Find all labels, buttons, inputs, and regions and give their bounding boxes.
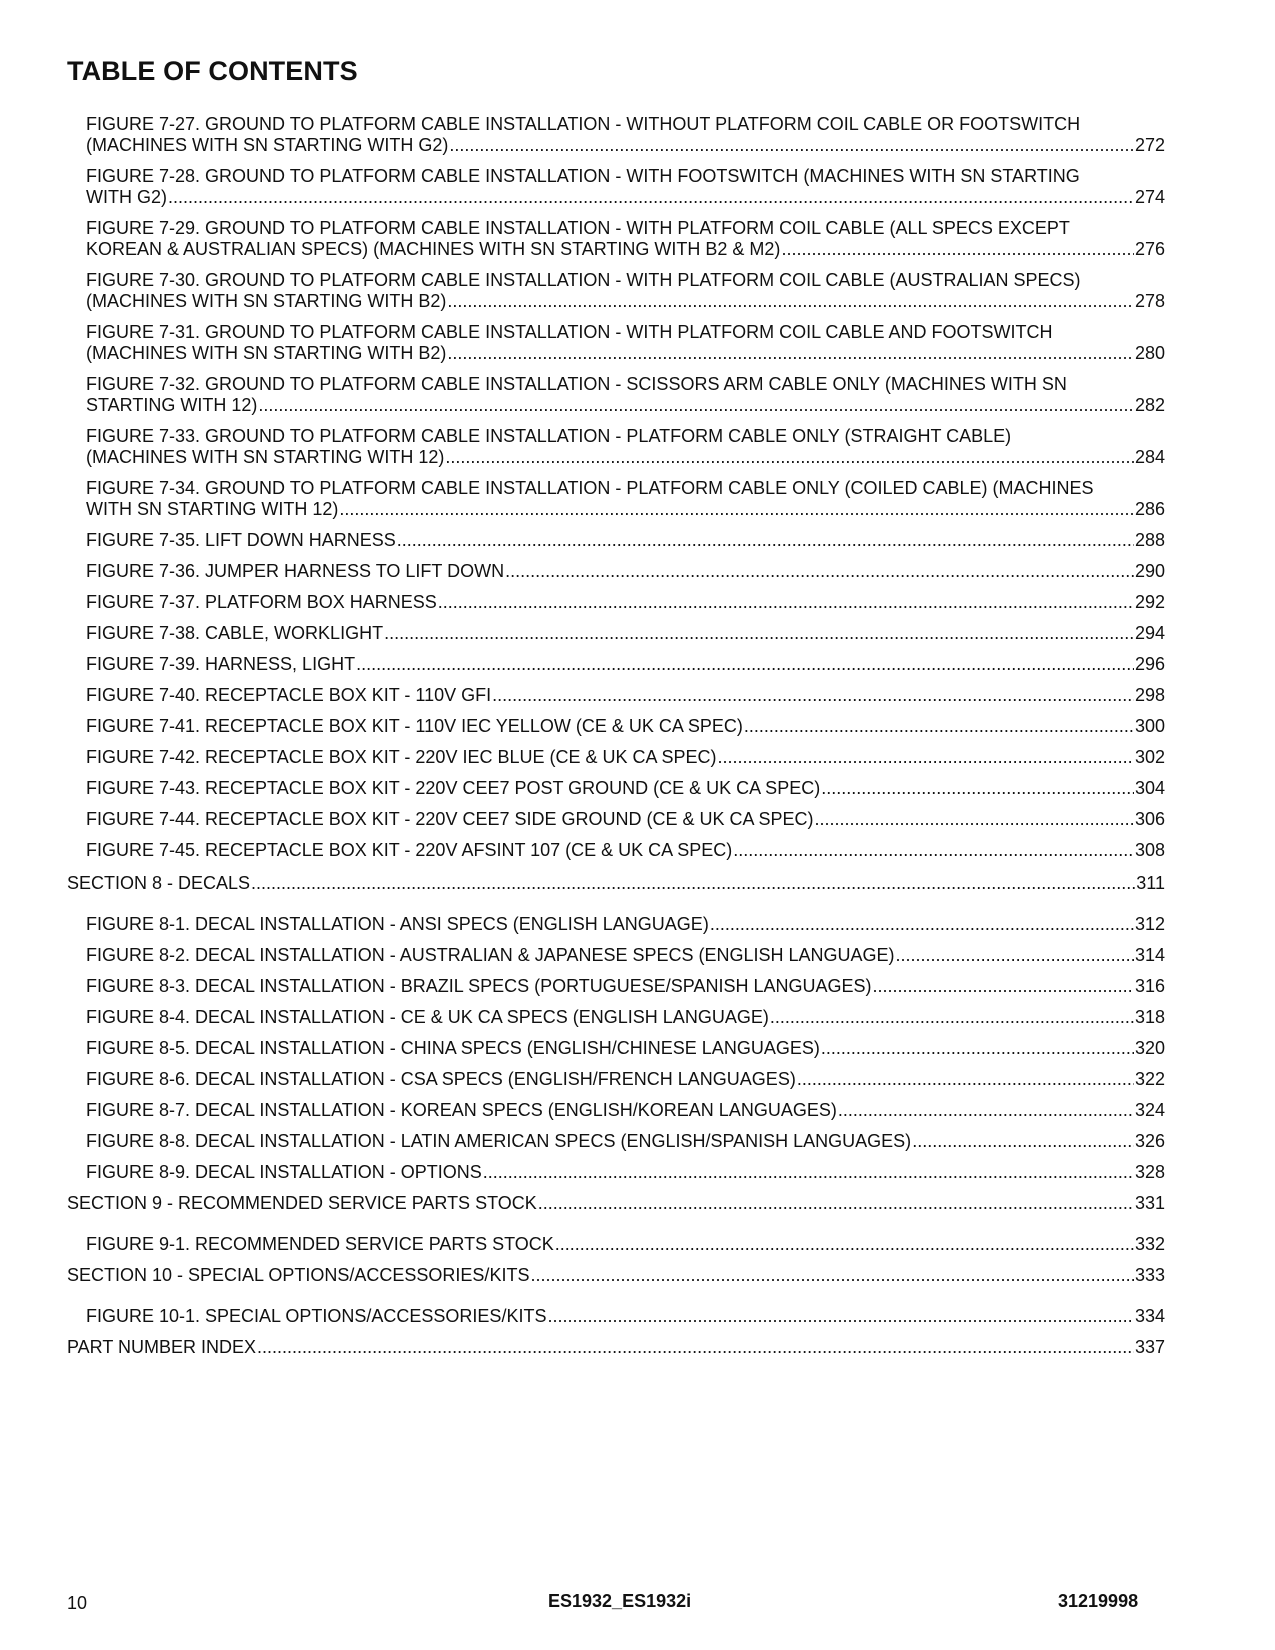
toc-entry-text: (MACHINES WITH SN STARTING WITH G2) (86, 135, 449, 155)
toc-entry-fig-7-42[interactable] (67, 747, 1165, 768)
toc-entry-fig-8-7[interactable] (67, 1100, 1165, 1121)
toc-entry-fig-9-1[interactable] (67, 1234, 1165, 1255)
toc-page-number: 337 (1134, 1337, 1165, 1357)
toc-entry-lead: FIGURE 7-34. GROUND TO PLATFORM CABLE INSTALLATION - PLATFORM CABLE ONLY (COILED CABLE) (MACHINES (86, 478, 1094, 498)
toc-page-number: 333 (1134, 1265, 1165, 1285)
toc-entry-text: FIGURE 9-1. RECOMMENDED SERVICE PARTS STOCK (86, 1234, 554, 1254)
toc-entry-fig-7-39[interactable] (67, 654, 1165, 675)
toc-entry-text: FIGURE 7-36. JUMPER HARNESS TO LIFT DOWN (86, 561, 505, 581)
toc-entry-text: FIGURE 10-1. SPECIAL OPTIONS/ACCESSORIES/KITS (86, 1306, 547, 1326)
page-footer (0, 1591, 1275, 1615)
dot-leader (555, 1234, 1134, 1255)
toc-entry-fig-7-35[interactable] (67, 530, 1165, 551)
dot-leader (733, 840, 1134, 861)
toc-entry-text: FIGURE 7-44. RECEPTACLE BOX KIT - 220V CEE7 SIDE GROUND (CE & UK CA SPEC) (86, 809, 814, 829)
footer-doc-number: 31219998 (1058, 1591, 1139, 1611)
dot-leader (445, 447, 1134, 468)
dot-leader (821, 1038, 1134, 1059)
toc-entry-lead: FIGURE 7-28. GROUND TO PLATFORM CABLE INSTALLATION - WITH FOOTSWITCH (MACHINES WITH SN STARTING (86, 166, 1080, 186)
toc-list (67, 114, 1165, 1378)
toc-entry-fig-8-6[interactable] (67, 1069, 1165, 1090)
dot-leader (912, 1131, 1134, 1152)
toc-page-number: 318 (1134, 1007, 1165, 1027)
toc-entry-text: (MACHINES WITH SN STARTING WITH B2) (86, 343, 447, 363)
dot-leader (251, 873, 1135, 894)
dot-leader (538, 1193, 1134, 1214)
toc-entry-fig-8-3[interactable] (67, 976, 1165, 997)
toc-entry-text: FIGURE 8-5. DECAL INSTALLATION - CHINA SPECS (ENGLISH/CHINESE LANGUAGES) (86, 1038, 820, 1058)
toc-entry-text: FIGURE 8-1. DECAL INSTALLATION - ANSI SPECS (ENGLISH LANGUAGE) (86, 914, 709, 934)
page-title: TABLE OF CONTENTS (67, 56, 358, 86)
toc-entry-fig-7-43[interactable] (67, 778, 1165, 799)
dot-leader (873, 976, 1134, 997)
dot-leader (447, 291, 1134, 312)
toc-entry-fig-8-9[interactable] (67, 1162, 1165, 1183)
toc-entry-text: FIGURE 8-9. DECAL INSTALLATION - OPTIONS (86, 1162, 482, 1182)
toc-entry-fig-7-41[interactable] (67, 716, 1165, 737)
toc-entry-fig-7-37[interactable] (67, 592, 1165, 613)
toc-entry-text: KOREAN & AUSTRALIAN SPECS) (MACHINES WITH SN STARTING WITH B2 & M2) (86, 239, 781, 259)
toc-entry-text: SECTION 9 - RECOMMENDED SERVICE PARTS STOCK (67, 1193, 537, 1213)
toc-page-number: 286 (1134, 499, 1165, 519)
toc-entry-fig-7-40[interactable] (67, 685, 1165, 706)
toc-entry-text: WITH SN STARTING WITH 12) (86, 499, 339, 519)
toc-entry-text: SECTION 8 - DECALS (67, 873, 251, 893)
toc-page-number: 282 (1134, 395, 1165, 415)
toc-entry-text: FIGURE 7-41. RECEPTACLE BOX KIT - 110V IEC YELLOW (CE & UK CA SPEC) (86, 716, 743, 736)
toc-entry-fig-8-2[interactable] (67, 945, 1165, 966)
toc-page-number: 272 (1134, 135, 1165, 155)
toc-entry-fig-7-29[interactable] (67, 218, 1165, 260)
toc-entry-text: FIGURE 7-43. RECEPTACLE BOX KIT - 220V CEE7 POST GROUND (CE & UK CA SPEC) (86, 778, 821, 798)
toc-page-number: 276 (1134, 239, 1165, 259)
dot-leader (397, 530, 1134, 551)
dot-leader (449, 135, 1134, 156)
toc-page-number: 278 (1134, 291, 1165, 311)
toc-entry-text: FIGURE 7-37. PLATFORM BOX HARNESS (86, 592, 437, 612)
dot-leader (492, 685, 1134, 706)
toc-entry-lead: FIGURE 7-30. GROUND TO PLATFORM CABLE INSTALLATION - WITH PLATFORM COIL CABLE (AUSTRALIAN SPECS) (86, 270, 1081, 290)
toc-entry-text: FIGURE 7-38. CABLE, WORKLIGHT (86, 623, 384, 643)
dot-leader (744, 716, 1134, 737)
toc-entry-fig-8-8[interactable] (67, 1131, 1165, 1152)
toc-page-number: 298 (1134, 685, 1165, 705)
toc-entry-text: FIGURE 8-6. DECAL INSTALLATION - CSA SPECS (ENGLISH/FRENCH LANGUAGES) (86, 1069, 796, 1089)
dot-leader (547, 1306, 1134, 1327)
footer-model: ES1932_ES1932i (548, 1591, 692, 1611)
dot-leader (797, 1069, 1134, 1090)
dot-leader (718, 747, 1134, 768)
footer-page-number: 10 (67, 1593, 88, 1613)
toc-entry-text: FIGURE 7-45. RECEPTACLE BOX KIT - 220V AFSINT 107 (CE & UK CA SPEC) (86, 840, 733, 860)
toc-entry-section-8[interactable] (67, 873, 1165, 894)
toc-entry-text: FIGURE 7-40. RECEPTACLE BOX KIT - 110V GFI (86, 685, 492, 705)
dot-leader (257, 1337, 1134, 1358)
toc-page-number: 290 (1134, 561, 1165, 581)
dot-leader (770, 1007, 1134, 1028)
toc-entry-fig-7-45[interactable] (67, 840, 1165, 861)
toc-entry-section-9[interactable] (67, 1193, 1165, 1214)
toc-page-number: 312 (1134, 914, 1165, 934)
dot-leader (339, 499, 1134, 520)
toc-entry-fig-7-28[interactable] (67, 166, 1165, 208)
toc-entry-fig-7-33[interactable] (67, 426, 1165, 468)
toc-page-number: 300 (1134, 716, 1165, 736)
toc-page-number: 320 (1134, 1038, 1165, 1058)
toc-entry-fig-8-4[interactable] (67, 1007, 1165, 1028)
toc-entry-fig-7-38[interactable] (67, 623, 1165, 644)
toc-entry-lead: FIGURE 7-32. GROUND TO PLATFORM CABLE INSTALLATION - SCISSORS ARM CABLE ONLY (MACHINES WITH SN (86, 374, 1067, 394)
toc-page-number: 331 (1134, 1193, 1165, 1213)
toc-entry-fig-7-27[interactable] (67, 114, 1165, 156)
toc-entry-text: FIGURE 8-8. DECAL INSTALLATION - LATIN AMERICAN SPECS (ENGLISH/SPANISH LANGUAGES) (86, 1131, 912, 1151)
toc-entry-text: FIGURE 8-4. DECAL INSTALLATION - CE & UK CA SPECS (ENGLISH LANGUAGE) (86, 1007, 769, 1027)
dot-leader (530, 1265, 1134, 1286)
dot-leader (710, 914, 1134, 935)
dot-leader (483, 1162, 1134, 1183)
toc-page-number: 308 (1134, 840, 1165, 860)
toc-page-number: 311 (1136, 873, 1165, 893)
toc-entry-fig-8-1[interactable] (67, 914, 1165, 935)
dot-leader (505, 561, 1134, 582)
toc-entry-fig-7-32[interactable] (67, 374, 1165, 416)
toc-page-number: 296 (1134, 654, 1165, 674)
toc-entry-text: FIGURE 7-39. HARNESS, LIGHT (86, 654, 356, 674)
toc-entry-fig-8-5[interactable] (67, 1038, 1165, 1059)
toc-page-number: 288 (1134, 530, 1165, 550)
toc-page-number: 292 (1134, 592, 1165, 612)
toc-entry-text: FIGURE 8-7. DECAL INSTALLATION - KOREAN SPECS (ENGLISH/KOREAN LANGUAGES) (86, 1100, 837, 1120)
toc-page-number: 280 (1134, 343, 1165, 363)
toc-entry-text: WITH G2) (86, 187, 167, 207)
toc-page-number: 334 (1134, 1306, 1165, 1326)
dot-leader (821, 778, 1134, 799)
toc-page-number: 304 (1134, 778, 1165, 798)
toc-entry-text: FIGURE 8-2. DECAL INSTALLATION - AUSTRALIAN & JAPANESE SPECS (ENGLISH LANGUAGE) (86, 945, 895, 965)
toc-entry-fig-7-34[interactable] (67, 478, 1165, 520)
dot-leader (168, 187, 1134, 208)
toc-page-number: 274 (1134, 187, 1165, 207)
dot-leader (356, 654, 1134, 675)
dot-leader (438, 592, 1134, 613)
toc-entry-text: SECTION 10 - SPECIAL OPTIONS/ACCESSORIES/KITS (67, 1265, 530, 1285)
dot-leader (815, 809, 1134, 830)
toc-entry-fig-7-44[interactable] (67, 809, 1165, 830)
toc-entry-text: FIGURE 7-42. RECEPTACLE BOX KIT - 220V IEC BLUE (CE & UK CA SPEC) (86, 747, 717, 767)
toc-page-number: 294 (1134, 623, 1165, 643)
dot-leader (838, 1100, 1134, 1121)
toc-page-number: 332 (1134, 1234, 1165, 1254)
dot-leader (781, 239, 1134, 260)
dot-leader (384, 623, 1134, 644)
toc-entry-fig-7-36[interactable] (67, 561, 1165, 582)
toc-page-number: 322 (1134, 1069, 1165, 1089)
dot-leader (258, 395, 1134, 416)
toc-entry-text: (MACHINES WITH SN STARTING WITH B2) (86, 291, 447, 311)
toc-page-number: 306 (1134, 809, 1165, 829)
toc-entry-text: FIGURE 7-35. LIFT DOWN HARNESS (86, 530, 396, 550)
toc-page-number: 284 (1134, 447, 1165, 467)
toc-entry-text: FIGURE 8-3. DECAL INSTALLATION - BRAZIL SPECS (PORTUGUESE/SPANISH LANGUAGES) (86, 976, 872, 996)
toc-page-number: 326 (1134, 1131, 1165, 1151)
toc-entry-fig-7-30[interactable] (67, 270, 1165, 312)
toc-entry-fig-10-1[interactable] (67, 1306, 1165, 1327)
toc-page-number: 314 (1134, 945, 1165, 965)
toc-page-number: 302 (1134, 747, 1165, 767)
toc-entry-section-10[interactable] (67, 1265, 1165, 1286)
toc-page-number: 328 (1134, 1162, 1165, 1182)
toc-page-number: 316 (1134, 976, 1165, 996)
toc-entry-lead: FIGURE 7-29. GROUND TO PLATFORM CABLE INSTALLATION - WITH PLATFORM COIL CABLE (ALL SPECS EXCEPT (86, 218, 1070, 238)
toc-entry-part-number-index[interactable] (67, 1337, 1165, 1358)
dot-leader (896, 945, 1134, 966)
toc-entry-lead: FIGURE 7-31. GROUND TO PLATFORM CABLE INSTALLATION - WITH PLATFORM COIL CABLE AND FOOTSWITCH (86, 322, 1053, 342)
toc-entry-lead: FIGURE 7-33. GROUND TO PLATFORM CABLE INSTALLATION - PLATFORM CABLE ONLY (STRAIGHT CABLE) (86, 426, 1012, 446)
toc-entry-text: (MACHINES WITH SN STARTING WITH 12) (86, 447, 445, 467)
dot-leader (447, 343, 1134, 364)
toc-page-number: 324 (1134, 1100, 1165, 1120)
toc-entry-text: STARTING WITH 12) (86, 395, 258, 415)
toc-entry-lead: FIGURE 7-27. GROUND TO PLATFORM CABLE INSTALLATION - WITHOUT PLATFORM COIL CABLE OR FOOTSWITCH (86, 114, 1081, 134)
toc-entry-fig-7-31[interactable] (67, 322, 1165, 364)
toc-entry-text: PART NUMBER INDEX (67, 1337, 257, 1357)
